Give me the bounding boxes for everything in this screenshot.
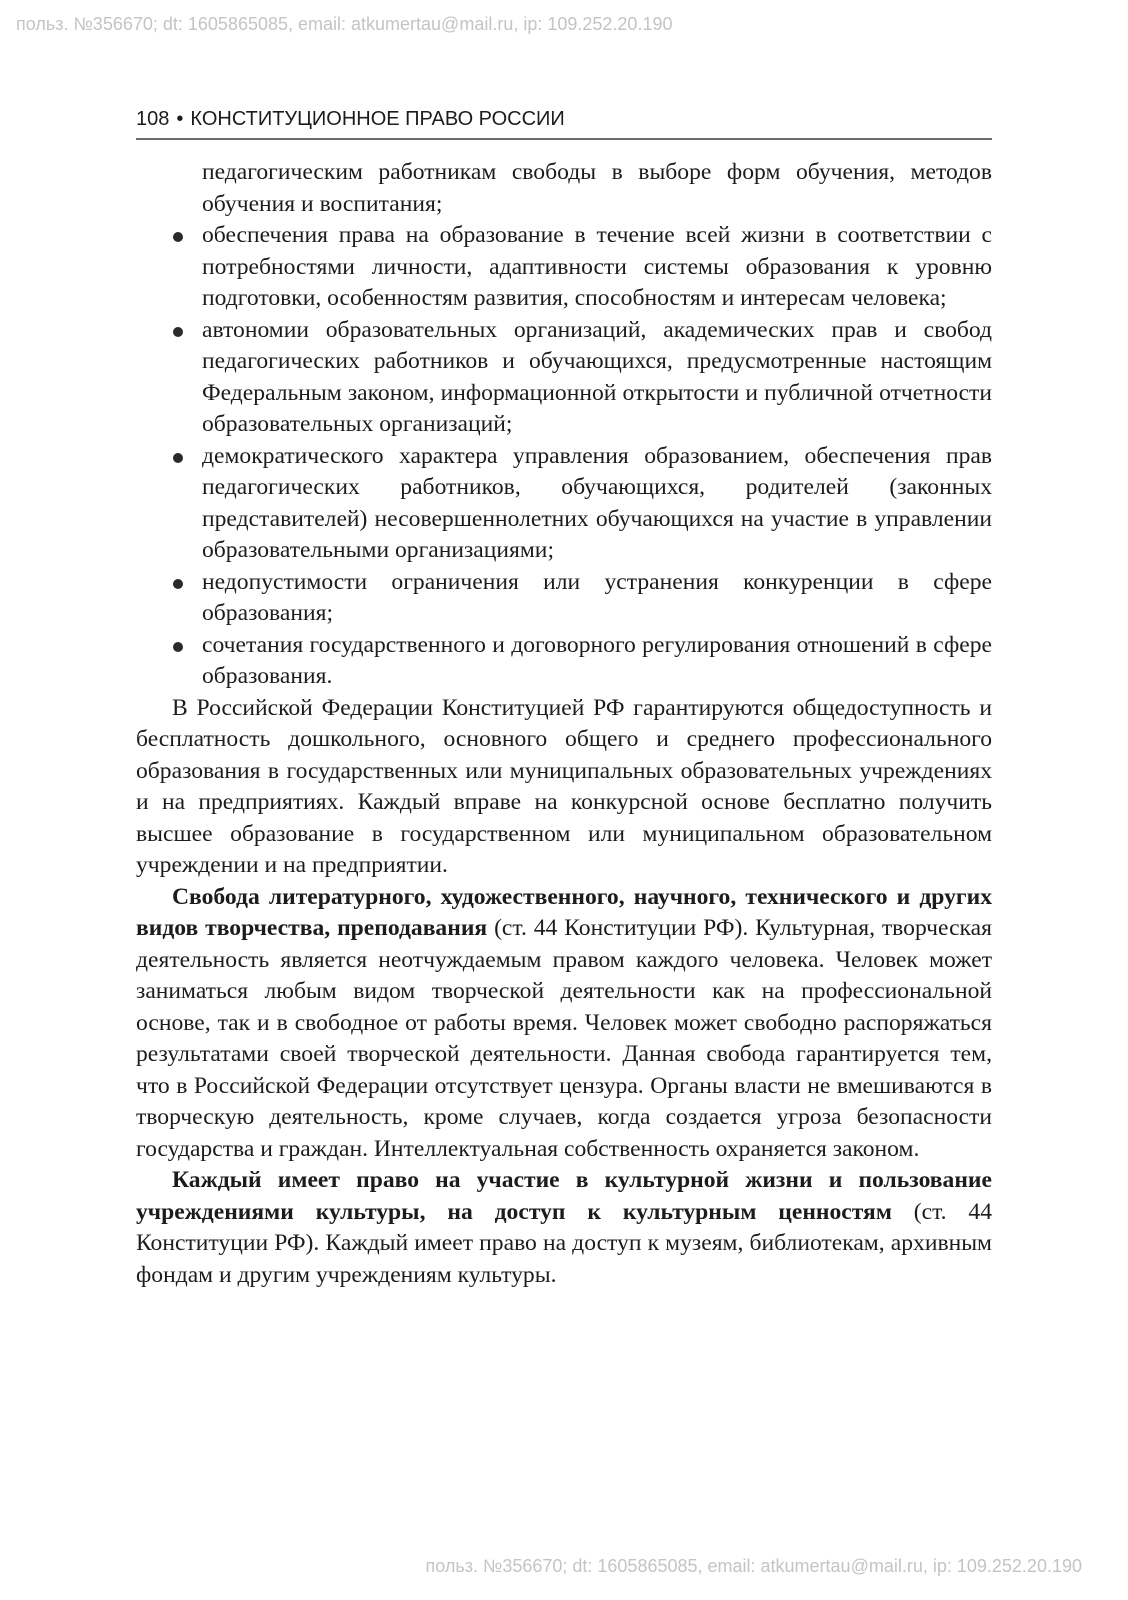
paragraph-creative-freedom	[136, 882, 992, 1166]
list-item	[136, 630, 992, 693]
paragraph-text: (ст. 44 Конституции РФ). Каждый имеет право на доступ к музеям, библиотекам, архивным фондам и другим учреждениям культуры.	[136, 1198, 992, 1288]
list-item-text: автономии образовательных организаций, академических прав и свобод педагогических работников и обучающихся, предусмотренные настоящим Федеральным законом, информационной открытости и публичной отчетности образовательных организаций;	[202, 316, 992, 437]
page-number: 108	[136, 108, 170, 130]
list-item	[136, 315, 992, 441]
page-body	[136, 157, 992, 1291]
paragraph-heading-bold: Свобода литературного, художественного, научного, технического и других видов творчества, преподавания	[136, 883, 992, 941]
list-item	[136, 441, 992, 567]
list-item	[136, 220, 992, 315]
header-separator: •	[176, 108, 184, 130]
running-header	[136, 104, 992, 140]
header-title: КОНСТИТУЦИОННОЕ ПРАВО РОССИИ	[190, 108, 565, 130]
bullet-icon	[173, 453, 183, 463]
watermark-top: польз. №356670; dt: 1605865085, email: atkumertau@mail.ru, ip: 109.252.20.190	[16, 14, 673, 34]
bullet-list	[136, 220, 992, 693]
bullet-icon	[173, 642, 183, 652]
list-item-text: обеспечения права на образование в течение всей жизни в соответствии с потребностями личности, адаптивности системы образования к уровню подготовки, особенностям развития, способностям и интересам человека;	[202, 222, 992, 311]
list-item-text: недопустимости ограничения или устранения конкуренции в сфере образования;	[202, 568, 992, 626]
paragraph-heading-bold: Каждый имеет право на участие в культурной жизни и пользование учреждениями культуры, на доступ к культурным ценностям	[136, 1167, 992, 1225]
bullet-icon	[173, 327, 183, 337]
bullet-icon	[173, 232, 183, 242]
list-item	[136, 567, 992, 630]
watermark-bottom: польз. №356670; dt: 1605865085, email: atkumertau@mail.ru, ip: 109.252.20.190	[425, 1556, 1082, 1576]
paragraph-cultural-rights	[136, 1165, 992, 1291]
paragraph-text: (ст. 44 Конституции РФ). Культурная, творческая деятельность является неотчуждаемым правом каждого человека. Человек может заниматься любым видом творческой деятельности как на профессиональной основе, так и в свободное от работы время. Человек может свободно распоряжаться результатами своей творческой деятельности. Данная свобода гарантируется тем, что в Российской Федерации отсутствует цензура. Органы власти не вмешиваются в творческую деятельность, кроме случаев, когда создается угроза безопасности государства и граждан. Интеллектуальная собственность охраняется законом.	[136, 915, 992, 1162]
list-item-text: сочетания государственного и договорного регулирования отношений в сфере образования.	[202, 631, 992, 689]
paragraph-education-guarantees: В Российской Федерации Конституцией РФ гарантируются общедоступность и бесплатность дошкольного, основного общего и среднего профессионального образования в государственных или муниципальных образовательных учреждениях и на предприятиях. Каждый вправе на конкурсной основе бесплатно получить высшее образование в государственном или муниципальном образовательном учреждении и на предприятии.	[136, 694, 992, 878]
list-item-text: демократического характера управления образованием, обеспечения прав педагогических работников, обучающихся, родителей (законных представителей) несовершеннолетних обучающихся на участие в управлении образовательными организациями;	[202, 442, 992, 563]
bullet-icon	[173, 579, 183, 589]
continued-list-item: педагогическим работникам свободы в выборе форм обучения, методов обучения и воспитания;	[202, 159, 992, 217]
